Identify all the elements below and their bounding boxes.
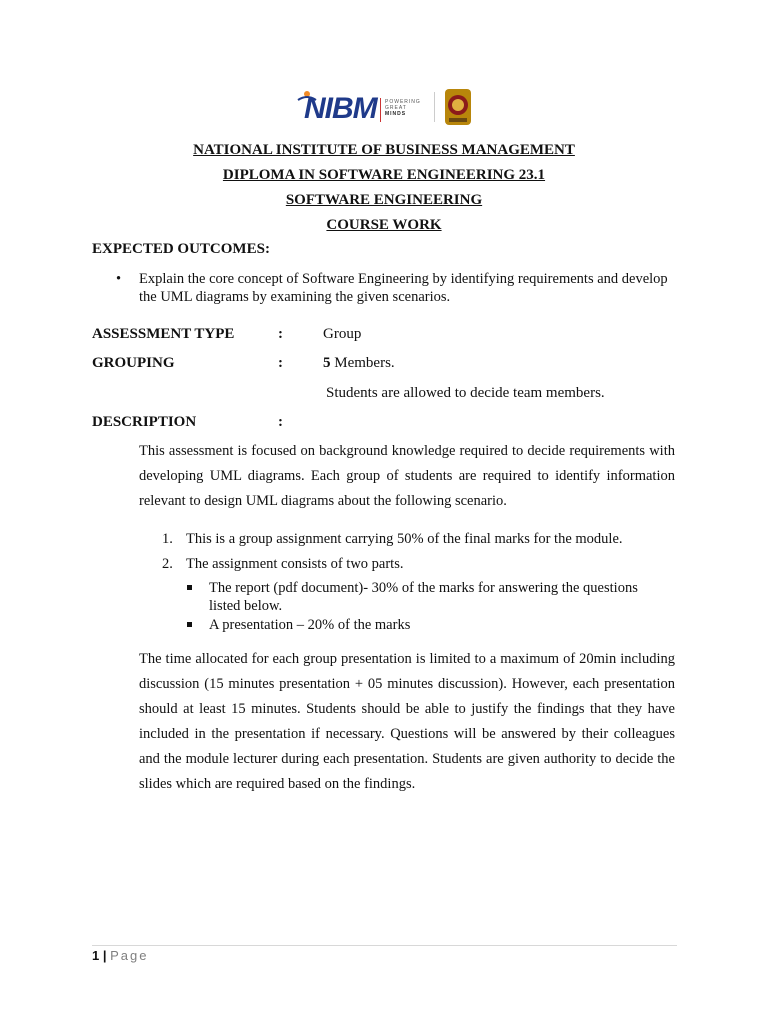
sub-bullet-text: The report (pdf document)- 30% of the marks for answering the questions listed below. bbox=[209, 580, 638, 614]
page-footer bbox=[92, 948, 148, 963]
grouping-label: GROUPING bbox=[92, 355, 175, 371]
list-number: 2. bbox=[162, 556, 173, 572]
description-label: DESCRIPTION bbox=[92, 414, 197, 430]
grouping-count: 5 bbox=[323, 355, 331, 371]
nibm-tagline bbox=[385, 99, 425, 117]
document-titles bbox=[0, 140, 768, 240]
list-item bbox=[162, 554, 682, 579]
title-coursework: COURSE WORK bbox=[326, 217, 442, 233]
page-number: 1 bbox=[92, 948, 100, 963]
logo-divider bbox=[380, 98, 381, 122]
list-number: 1. bbox=[162, 531, 173, 547]
title-institute: NATIONAL INSTITUTE OF BUSINESS MANAGEMENT bbox=[193, 142, 575, 158]
header-logos bbox=[0, 86, 768, 132]
list-item bbox=[162, 529, 682, 554]
page-label: Page bbox=[110, 948, 149, 963]
grouping-note: Students are allowed to decide team members. bbox=[326, 385, 605, 401]
sub-bullet-text: A presentation – 20% of the marks bbox=[209, 617, 411, 633]
assessment-type-value: Group bbox=[323, 326, 362, 342]
bullet-dot-icon: • bbox=[116, 271, 122, 287]
grouping-members: Members. bbox=[330, 355, 395, 371]
description-paragraph: This assessment is focused on background knowledge required to decide requirements with developing UML diagrams. Each group of students are required to identify information relevant to design UML diagrams about the following scenario. bbox=[139, 443, 675, 509]
square-bullet-icon bbox=[187, 585, 192, 590]
sri-lanka-emblem-icon bbox=[444, 88, 472, 126]
footer-divider bbox=[92, 945, 677, 946]
tagline-word: MINDS bbox=[385, 111, 407, 117]
nibm-logo bbox=[296, 90, 426, 126]
list-item bbox=[187, 579, 667, 615]
square-bullet-icon bbox=[187, 622, 192, 627]
grouping-note-row bbox=[92, 385, 692, 405]
grouping-row bbox=[92, 355, 692, 375]
numbered-list bbox=[162, 529, 682, 579]
outcome-bullet bbox=[116, 270, 676, 306]
colon: : bbox=[278, 326, 283, 342]
outcome-text: Explain the core concept of Software Engineering by identifying requirements and develop the UML diagrams by examining the given scenarios. bbox=[139, 271, 668, 305]
title-diploma: DIPLOMA IN SOFTWARE ENGINEERING 23.1 bbox=[222, 167, 546, 183]
sub-bullet-list bbox=[187, 579, 667, 635]
logo-separator bbox=[434, 92, 435, 122]
list-text: This is a group assignment carrying 50% of the final marks for the module. bbox=[186, 531, 623, 547]
list-text: The assignment consists of two parts. bbox=[186, 556, 404, 572]
list-item bbox=[187, 616, 667, 634]
description-row bbox=[92, 414, 692, 434]
assessment-type-row bbox=[92, 326, 692, 346]
colon: : bbox=[278, 355, 283, 371]
grouping-value bbox=[323, 355, 395, 372]
expected-outcomes-heading: EXPECTED OUTCOMES: bbox=[92, 241, 270, 257]
assessment-type-label: ASSESSMENT TYPE bbox=[92, 326, 235, 342]
tagline-word: POWERING bbox=[385, 99, 421, 105]
nibm-logo-text: NIBM bbox=[304, 92, 377, 125]
footer-separator: | bbox=[99, 948, 111, 963]
title-subject: SOFTWARE ENGINEERING bbox=[285, 192, 483, 208]
colon: : bbox=[278, 414, 283, 430]
tagline-word: GREAT bbox=[385, 105, 407, 111]
presentation-paragraph: The time allocated for each group presentation is limited to a maximum of 20min including discussion (15 minutes presentation + 05 minutes discussion). However, each presentation should at least 15 minutes. Students should be able to justify the findings that they have included in the presentation if necessary. Questions will be answered by their colleagues and the module lecturer during each presentation. Students are given authority to decide the slides which are required based on the findings. bbox=[139, 651, 675, 792]
